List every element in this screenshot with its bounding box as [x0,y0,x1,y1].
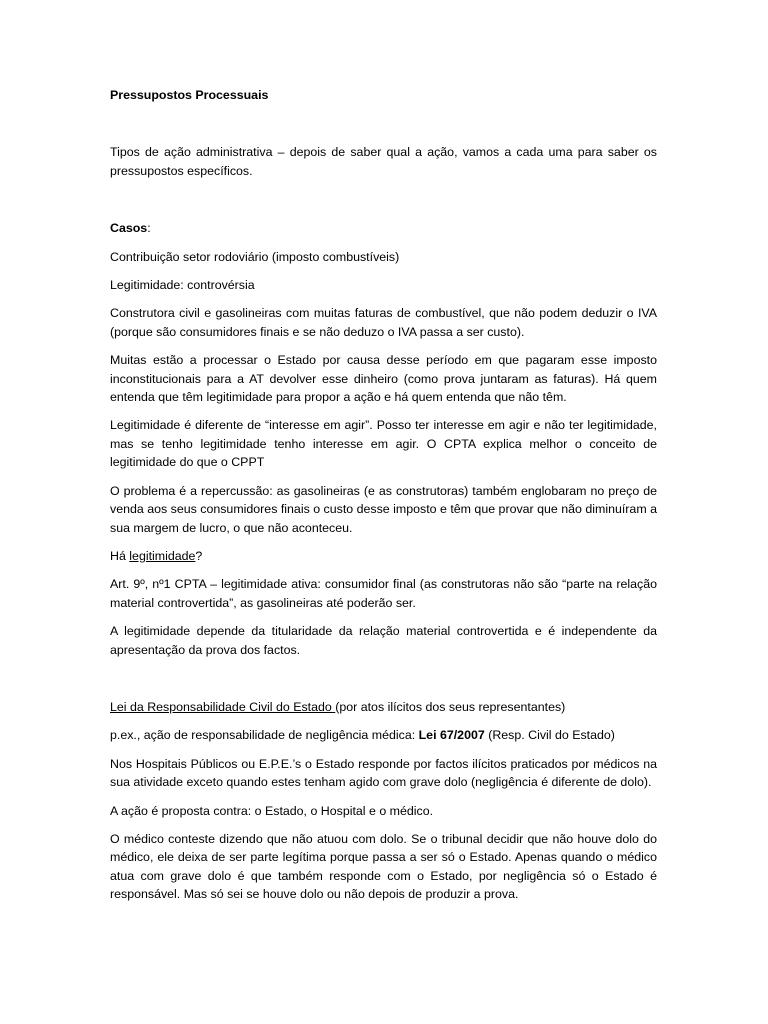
paragraph-construtora: Construtora civil e gasolineiras com muitas faturas de combustível, que não podem deduzir o IVA (porque são consumidores finais e se não deduzo o IVA passa a ser custo). [110,306,657,339]
ha-suffix: ? [195,548,203,563]
casos-label: Casos [110,221,148,236]
ha-prefix: Há [110,548,130,563]
paragraph-negligencia-medica [110,726,657,744]
lei-67-2007: Lei 67/2007 [418,728,485,743]
paragraph-processar-estado: Muitas estão a processar o Estado por causa desse período em que pagaram esse imposto inconstitucionais para a AT devolver esse dinheiro (como prova juntaram as faturas). Há quem entenda que têm legitimidade para propor a ação e há quem entenda que não têm. [110,353,657,405]
intro-paragraph: Tipos de ação administrativa – depois de saber qual a ação, vamos a cada uma para saber os pressupostos específicos. [110,145,657,178]
pex-suffix: (Resp. Civil do Estado) [484,728,615,743]
lei-rest: (por atos ilícitos dos seus representantes) [335,699,566,714]
paragraph-ha-legitimidade [110,547,657,565]
paragraph-hospitais-publicos: Nos Hospitais Públicos ou E.P.E.’s o Estado responde por factos ilícitos praticados por médicos na sua atividade exceto quando estes tenham agido com grave dolo (negligência é diferente de dolo). [110,756,657,790]
casos-heading [110,219,657,237]
paragraph-contribuicao: Contribuição setor rodoviário (imposto combustíveis) [110,249,400,264]
paragraph-interesse-em-agir: Legitimidade é diferente de “interesse em agir”. Posso ter interesse em agir e não ter legitimidade, mas se tenho legitimidade tenho interesse em agir. O CPTA explica melhor o conceito de legitimidade do que o CPPT [110,418,657,470]
paragraph-titularidade: A legitimidade depende da titularidade da relação material controvertida e é independente da apresentação da prova dos factos. [110,624,657,657]
document-title: Pressupostos Processuais [110,88,269,102]
paragraph-medico-conteste: O médico conteste dizendo que não atuou com dolo. Se o tribunal decidir que não houve dolo do médico, ele deixa de ser parte legítima porque passa a ser só o Estado. Apenas quando o médico atua com grave dolo é que também responde com o Estado, por negligência só o Estado é responsável. Mas só sei se houve dolo ou não depois de produzir a prova. [110,831,657,902]
paragraph-repercussao: O problema é a repercussão: as gasolineiras (e as construtoras) também englobaram no preço de venda aos seus consumidores finais o custo desse imposto e têm que provar que não diminuíram a sua margem de lucro, o que não aconteceu. [110,483,657,535]
lei-underlined: Lei da Responsabilidade Civil do Estado [110,699,336,714]
legitimidade-underlined: legitimidade [129,548,196,563]
pex-prefix: p.ex., ação de responsabilidade de negligência médica: [110,728,419,743]
paragraph-legitimidade-controversia: Legitimidade: controvérsia [110,278,255,293]
casos-colon: : [147,221,151,236]
document-body [110,86,657,914]
paragraph-acao-proposta: A ação é proposta contra: o Estado, o Hospital e o médico. [110,803,434,818]
lei-heading [110,698,657,716]
paragraph-art-9: Art. 9º, nº1 CPTA – legitimidade ativa: consumidor final (as construtoras não são “parte na relação material controvertida”, as gasolineiras até poderão ser. [110,577,657,610]
